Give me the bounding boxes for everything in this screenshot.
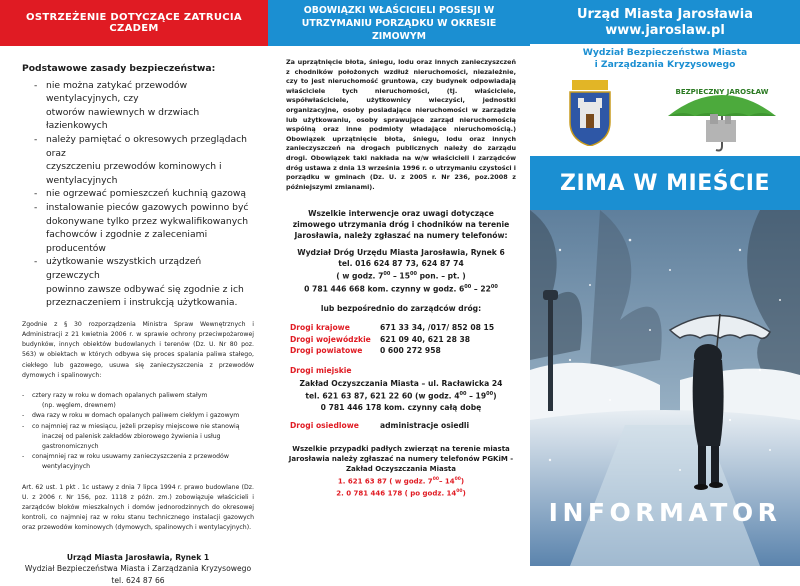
safety-rules-title: Podstawowe zasady bezpieczeństwa: [22,63,216,74]
office-header [530,0,800,44]
office-dept [530,47,800,71]
direct-text: lub bezpośrednio do zarządców dróg: [320,304,482,314]
dept-line-1: Wydział Bezpieczeństwa Miasta [582,47,748,58]
left-panel [0,0,268,585]
co-warning-header: OSTRZEŻENIE DOTYCZĄCE ZATRUCIA CZADEM [0,0,268,46]
interventions-text: Wszelkie interwencje oraz uwagi dotyczące zimowego utrzymania dróg i chodników na terenie Jarosławia, należy zgłaszać na numery telefonów: [292,209,510,241]
safety-rule-item: - należy pamiętać o okresowych przeglądach oraz czyszczeniu przewodów kominowych i wentylacyjnych [34,133,247,186]
bezpieczny-jaroslaw-logo-icon [662,76,782,152]
road-manager-row [290,345,516,356]
roads-dept-name: Wydział Dróg Urzędu Miasta Jarosławia, Rynek 6 [297,248,505,258]
zom-tel: tel. 621 63 87, 621 22 60 (w godz. $4^{00} - 19^{00}$) [305,391,497,401]
footer-tel: tel. 624 87 66 [111,575,165,585]
coat-of-arms-icon [566,80,614,146]
duties-text: Za uprzątnięcie błota, śniegu, lodu oraz innych zanieczyszczeń z chodników położonych wzdłuż nieruchomości, niezależnie, czy to jest nieruchomość gruntowa, czy budynek odpowiadają właściciele tych nieruchomości, (tj. właściciele, współwłaściciele, użytkownicy wieczyści, jednostki organizacyjne, osoby posiadające nieruchomości w zarządzie lub użytkowaniu, osoby sprawujące zarząd nieruchomością wspólną oraz inne podmioty władające nieruchomością.) Obowiązek uprzątnięcie błota, śniegu, lodu oraz innych zanieczyszczeń na drogach publicznych należy do zarządu drogi. Obowiązek taki nakłada na w/w właścicieli i zarządców dróg ustawa z dnia 13 września 1996 r. o utrzymaniu czystości i porządku w gminach (Dz. U. z 2005 r. Nr 236, poz.2008 z późniejszymi zmianami). [286,58,516,191]
road-manager-phone: 671 33 34, /017/ 852 08 15 [380,323,495,333]
estate-roads-value: administracje osiedli [380,420,470,430]
left-footer [22,552,254,586]
zima-title: ZIMA W MIEŚCIE [530,156,800,210]
roads-dept-tel: tel. 016 624 87 73, 624 87 74 [338,259,464,269]
road-manager-label: Drogi krajowe [290,323,350,333]
road-manager-label: Drogi wojewódzkie [290,334,371,344]
estate-roads-row [286,420,516,431]
logo-text: BEZPIECZNY JAROSŁAW [675,88,769,96]
cleaning-item: - conajmniej raz w roku usuwamy zanieczyszczenia z przewodów wentylacyjnych [22,453,229,471]
cleaning-item: - co najmniej raz w miesiącu, jeżeli przepisy miejscowe nie stanowią inaczej od palenisk zakładów zbiorowego żywienia i usług gastronomicznych [22,422,240,450]
office-title: Urząd Miasta Jarosławia [576,6,754,22]
road-manager-row [290,334,516,345]
regulation-text-2: Art. 62 ust. 1 pkt . 1c ustawy z dnia 7 lipca 1994 r. prawo budowlane (Dz. U. z 2006 r. Nr 156, poz. 1118 z późn. zm.) zobowiązuje właścicieli i zarządców bloków mieszkalnych i domów jednorodzinnych do okresowej kontroli, co najmniej raz w roku stanu technicznego instalacji gazowych oraz przewodów kominowych (dymowych, spalinowych i wentylacyjnych). [22,483,254,532]
regulation-text-1: Zgodnie z § 30 rozporządzenia Ministra Spraw Wewnętrznych i Administracji z 21 kwietnia 2006 r. w sprawie ochrony przeciwpożarowej budynków, innych obiektów budowlanych i terenów (Dz. U. Nr 80 poz. 563) w obiektach w których odbywa się proces spalania paliwa stałego, ciekłego lub gazowego, usuwa się zanieczyszczenia z przewodów dymowych i spalinowych: [22,320,254,379]
footer-dept: Wydział Bezpieczeństwa Miasta i Zarządzania Kryzysowego [24,564,252,574]
zom-block [286,378,516,413]
roads-dept-mobile: 0 781 446 668 kom. czynny w godz. $6^{00} - 22^{00}$ [304,283,498,294]
dept-line-2: i Zarządzania Kryzysowego [594,59,736,70]
city-roads-label: Drogi miejskie [290,365,352,375]
road-managers-list [286,322,516,356]
cleaning-item: - dwa razy w roku w domach opalanych paliwem ciekłym i gazowym [22,412,240,420]
roads-dept-hours: ( w godz. $7^{00} - 15^{00}$ pon. – pt. ) [336,271,466,281]
safety-rule-item: - użytkowanie wszystkich urządzeń grzewczych powinno zawsze odbywać się zgodnie z ich przeznaczeniem i instrukcją użytkowania. [34,256,244,309]
safety-rule-item: - nie można zatykać przewodów wentylacyjnych, czy otworów nawiewnych w drzwiach łazienkowych [34,79,200,132]
animals-text: Wszelkie przypadki padłych zwierząt na terenie miasta Jarosławia należy zgłaszać na numery telefonów PGKiM - Zakład Oczyszczania Miasta [288,444,514,473]
safety-rules-list [22,79,254,310]
animals-phone-1: 1. 621 63 87 ( w godz. $7^{00}-$ $14^{00}$) [337,476,465,486]
zom-name: Zakład Oczyszczania Miasta – ul. Racławicka 24 [299,379,503,388]
road-manager-phone: 0 600 272 958 [380,346,441,356]
right-top-block [530,0,800,156]
road-manager-label: Drogi powiatowe [290,346,363,356]
cleaning-item: - cztery razy w roku w domach opalanych paliwem stałym (np. węglem, drewnem) [22,391,208,410]
cleaning-list [22,391,254,473]
office-website: www.jaroslaw.pl [605,22,725,38]
winter-duties-header: OBOWIĄZKI WŁAŚCICIELI POSESJI W UTRZYMANIU PORZĄDKU W OKRESIE ZIMOWYM [268,0,530,46]
zom-mobile: 0 781 446 178 kom. czynny całą dobę [320,402,482,412]
safety-rule-item: - instalowanie pieców gazowych powinno być dokonywane tylko przez wykwalifikowanych fachowców i zgodnie z zaleceniami producentów [34,201,249,254]
right-panel [530,0,800,566]
road-manager-phone: 621 09 40, 621 28 38 [380,334,471,344]
animals-phone-2: 2. 0 781 446 178 ( po godz. $14^{00}$) [336,488,466,498]
road-manager-row [290,322,516,333]
informator-title: INFORMATOR [548,498,782,527]
safety-rule-item: - nie ogrzewać pomieszczeń kuchnią gazową [34,188,246,200]
roads-dept-block [286,247,516,294]
middle-panel [268,0,530,566]
footer-office: Urząd Miasta Jarosławia, Rynek 1 [66,552,210,562]
estate-roads-label: Drogi osiedlowe [290,420,359,430]
